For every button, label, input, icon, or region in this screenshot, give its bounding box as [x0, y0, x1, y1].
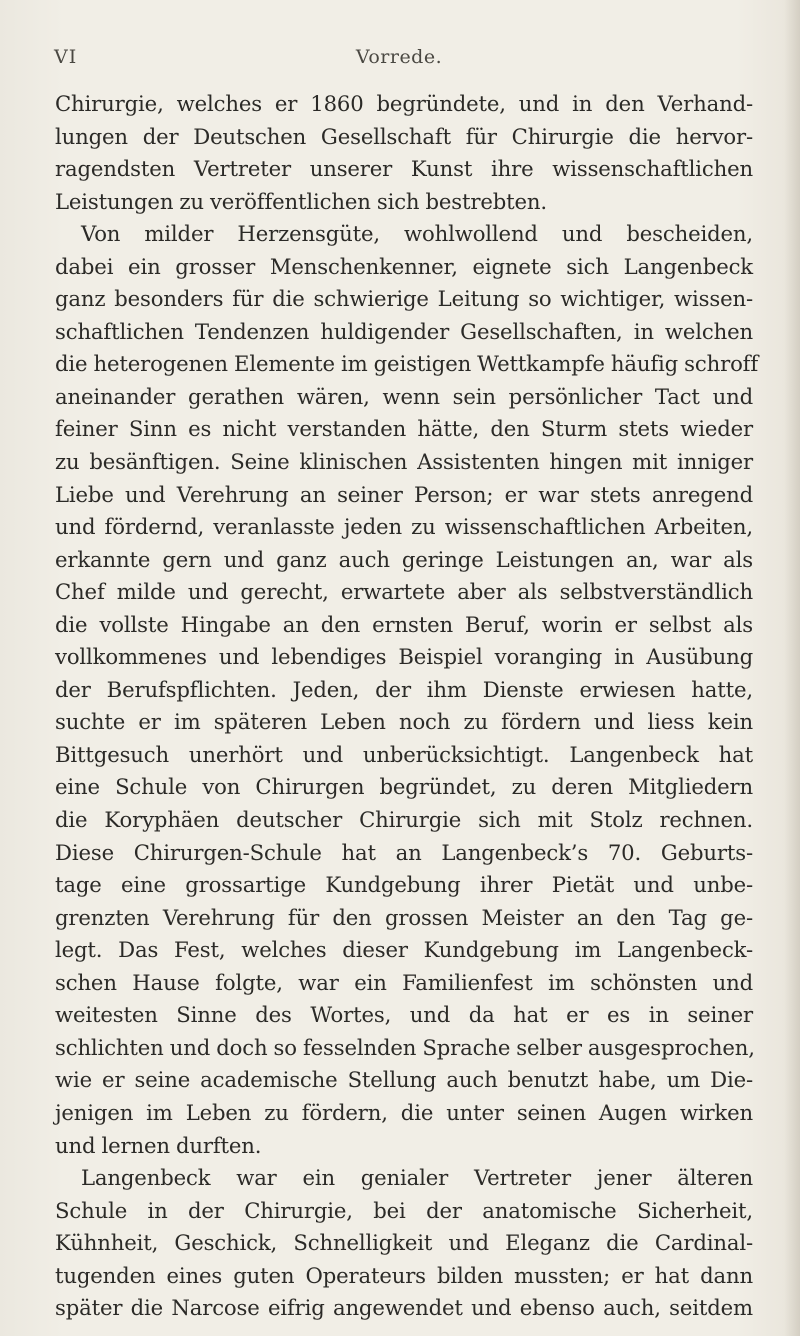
text-line: und fördernd, veranlasste jeden zu wissenschaftlichen Arbeiten, — [55, 514, 753, 540]
text-line: Diese Chirurgen-Schule hat an Langenbeck’s 70. Geburts- — [55, 839, 753, 865]
text-line: Chirurgie, welches er 1860 begründete, und in den Verhand- — [55, 91, 753, 116]
page-header — [54, 46, 744, 76]
text-line: die Koryphäen deutscher Chirurgie sich mit Stolz rechnen. — [55, 807, 753, 833]
text-line: Kühnheit, Geschick, Schnelligkeit und Eleganz die Cardinal- — [55, 1230, 753, 1256]
text-line: tage eine grossartige Kundgebung ihrer Pietät und unbe- — [55, 872, 753, 898]
text-line: die heterogenen Elemente im geistigen Wettkampfe häufig schroff — [55, 351, 759, 377]
text-line: lungen der Deutschen Gesellschaft für Chirurgie die hervor- — [55, 123, 753, 149]
text-line: vollkommenes und lebendiges Beispiel voranging in Ausübung — [55, 644, 753, 670]
text-line: Liebe und Verehrung an seiner Person; er war stets anregend — [55, 481, 753, 507]
text-line: tugenden eines guten Operateurs bilden mussten; er hat dann — [55, 1262, 753, 1288]
text-line: suchte er im späteren Leben noch zu fördern und liess kein — [55, 709, 753, 735]
text-line: ragendsten Vertreter unserer Kunst ihre wissenschaftlichen — [55, 156, 753, 182]
text-line: Chef milde und gerecht, erwartete aber als selbstverständlich — [55, 579, 753, 605]
text-line: grenzten Verehrung für den grossen Meister an den Tag ge- — [55, 904, 753, 930]
text-line: eine Schule von Chirurgen begründet, zu deren Mitgliedern — [55, 774, 753, 800]
body-text — [55, 88, 759, 1325]
text-line: schlichten und doch so fesselnden Sprache selber ausgesprochen, — [55, 1034, 755, 1060]
text-line: Von milder Herzensgüte, wohlwollend und bescheiden, — [81, 221, 753, 247]
text-line: weitesten Sinne des Wortes, und da hat er es in seiner — [55, 1002, 753, 1028]
text-line: schen Hause folgte, war ein Familienfest im schönsten und — [55, 969, 753, 995]
text-line: später die Narcose eifrig angewendet und ebenso auch, seitdem — [55, 1295, 753, 1321]
running-title: Vorrede. — [355, 46, 443, 68]
text-line: Leistungen zu veröffentlichen sich bestrebten. — [55, 188, 547, 214]
text-line: Bittgesuch unerhört und unberücksichtigt. Langenbeck hat — [55, 741, 753, 767]
text-line: ganz besonders für die schwierige Leitung so wichtiger, wissen- — [55, 286, 753, 312]
text-line: wie er seine academische Stellung auch benutzt habe, um Die- — [55, 1067, 753, 1093]
page-edge-shadow — [784, 0, 800, 1336]
text-line: dabei ein grosser Menschenkenner, eignete sich Langenbeck — [55, 253, 753, 279]
text-line: Schule in der Chirurgie, bei der anatomische Sicherheit, — [55, 1197, 753, 1223]
text-line: der Berufspflichten. Jeden, der ihm Dienste erwiesen hatte, — [55, 676, 753, 702]
text-line: und lernen durften. — [55, 1132, 262, 1158]
text-line: Langenbeck war ein genialer Vertreter jener älteren — [81, 1165, 753, 1191]
text-line: legt. Das Fest, welches dieser Kundgebung im Langenbeck- — [55, 937, 753, 963]
text-line: aneinander gerathen wären, wenn sein persönlicher Tact und — [55, 383, 753, 409]
text-line: die vollste Hingabe an den ernsten Beruf, worin er selbst als — [55, 611, 753, 637]
page-number: VI — [54, 46, 78, 68]
text-line: erkannte gern und ganz auch geringe Leistungen an, war als — [55, 546, 753, 572]
text-line: feiner Sinn es nicht verstanden hätte, den Sturm stets wieder — [55, 416, 753, 442]
text-line: jenigen im Leben zu fördern, die unter seinen Augen wirken — [55, 1099, 753, 1125]
text-line: schaftlichen Tendenzen huldigender Gesellschaften, in welchen — [55, 318, 753, 344]
text-line: zu besänftigen. Seine klinischen Assistenten hingen mit inniger — [55, 449, 753, 475]
